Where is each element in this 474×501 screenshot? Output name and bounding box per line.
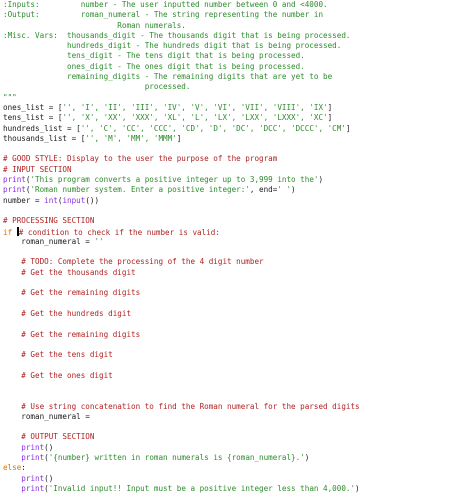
code-line[interactable] [3, 257, 473, 267]
code-token-comment: # Get the ones digit [3, 370, 113, 380]
code-line[interactable] [3, 402, 473, 412]
code-token-default: ( [25, 175, 31, 185]
code-token-string: 'This program converts a positive integer up to 3,999 into the' [30, 175, 319, 185]
code-token-builtin: print [3, 185, 26, 195]
code-token-default: ] [327, 102, 333, 112]
code-token-default: ( [57, 195, 63, 205]
code-line[interactable] [3, 196, 473, 206]
code-line[interactable] [3, 41, 473, 51]
code-token-default [3, 453, 21, 462]
code-token-default [3, 474, 21, 483]
code-line[interactable] [3, 340, 473, 350]
code-token-comment: # TODO: Complete the processing of the 4 digit number [3, 257, 264, 267]
code-line[interactable] [3, 134, 473, 144]
code-line[interactable] [3, 124, 473, 134]
code-token-string: '', 'M', 'MM', 'MMM' [85, 133, 177, 143]
code-token-string: 'Invalid input!! Input must be a positive integer less than 4,000.' [48, 483, 356, 493]
code-token-builtin: int [44, 195, 58, 205]
code-line[interactable] [3, 474, 473, 484]
code-token-builtin: print [21, 442, 45, 452]
code-token-comment: # Get the tens digit [3, 350, 113, 360]
code-token-string: hundreds_digit - The hundreds digit that is being processed. [3, 41, 342, 51]
code-token-default [3, 443, 21, 452]
code-line[interactable] [3, 154, 473, 164]
code-token-default: ) [355, 483, 360, 493]
code-token-comment: # OUTPUT SECTION [3, 432, 95, 442]
code-token-comment: # INPUT SECTION [3, 164, 72, 174]
code-token-default: tens_list = [ [3, 113, 63, 123]
code-line[interactable] [3, 381, 473, 391]
code-line[interactable] [3, 227, 473, 237]
code-token-string: ' ' [277, 185, 292, 195]
code-token-builtin: print [21, 453, 45, 463]
code-token-default: ( [25, 185, 31, 195]
code-line[interactable] [3, 0, 473, 10]
code-line[interactable] [3, 299, 473, 309]
code-token-default: ( [44, 453, 49, 463]
code-token-string: '', 'C', 'CC', 'CCC', 'CD', 'D', 'DC', 'DCC', 'DCCC', 'CM' [80, 123, 346, 133]
code-line[interactable] [3, 330, 473, 340]
code-token-default: () [44, 442, 54, 452]
code-token-default: ) [291, 185, 296, 195]
code-token-default [3, 484, 21, 493]
code-token-string: '{number} written in roman numerals is {roman_numeral}.' [48, 453, 305, 463]
code-token-default: ) [304, 453, 310, 463]
code-token-comment: # condition to check if the number is valid: [18, 227, 220, 237]
code-token-string: """ [3, 92, 17, 102]
code-token-string: remaining_digits - The remaining digits that are yet to be [3, 72, 333, 82]
code-line[interactable] [3, 268, 473, 278]
code-line[interactable] [3, 422, 473, 432]
code-token-default: ones_list = [ [3, 102, 63, 112]
code-token-string: :Misc. Vars: thousands_digit - The thousands digit that is being processed. [3, 30, 351, 40]
code-token-string: ones_digit - The ones digit that is being processed. [3, 61, 305, 71]
code-line[interactable] [3, 10, 473, 20]
code-token-keyword: if [3, 227, 13, 237]
code-line[interactable] [3, 62, 473, 72]
code-line[interactable] [3, 319, 473, 329]
code-token-comment: # Use string concatenation to find the Roman numeral for the parsed digits [3, 401, 360, 411]
code-line[interactable] [3, 463, 473, 473]
code-token-default: hundreds_list = [ [3, 123, 81, 133]
code-line[interactable] [3, 206, 473, 216]
code-token-default: ()) [85, 195, 100, 205]
code-token-default: : [21, 463, 26, 473]
code-line[interactable] [3, 309, 473, 319]
code-line[interactable] [3, 82, 473, 92]
code-token-comment: # GOOD STYLE: Display to the user the purpose of the program [3, 154, 278, 164]
code-line[interactable] [3, 21, 473, 31]
code-line[interactable] [3, 93, 473, 103]
code-token-string: :Output: roman_numeral - The string representing the number in [3, 10, 324, 20]
code-token-default: , end= [249, 185, 278, 195]
code-token-string: Roman numerals. [3, 20, 186, 30]
code-line[interactable] [3, 278, 473, 288]
code-line[interactable] [3, 391, 473, 401]
code-line[interactable] [3, 31, 473, 41]
code-token-default: () [44, 473, 54, 483]
code-line[interactable] [3, 350, 473, 360]
code-token-comment: # Get the remaining digits [3, 329, 141, 339]
code-token-default: ] [345, 123, 351, 133]
code-token-comment: # PROCESSING SECTION [3, 216, 95, 226]
code-token-default: ] [327, 113, 333, 123]
code-token-default: roman_numeral = [3, 411, 90, 421]
code-line[interactable] [3, 113, 473, 123]
code-token-builtin: print [21, 483, 45, 493]
code-token-default: ] [176, 133, 182, 143]
code-line[interactable] [3, 51, 473, 61]
code-token-string: processed. [3, 82, 191, 92]
code-token-comment: # Get the remaining digits [3, 288, 141, 298]
code-token-builtin: input [62, 195, 86, 205]
code-line[interactable] [3, 288, 473, 298]
code-token-default: ) [318, 175, 324, 185]
code-token-comment: # Get the hundreds digit [3, 308, 132, 318]
code-token-builtin: print [3, 175, 26, 185]
code-line[interactable] [3, 165, 473, 175]
code-token-default: ( [44, 483, 49, 493]
code-token-string: :Inputs: number - The user inputted number between 0 and <4000. [3, 0, 328, 9]
code-token-builtin: print [21, 473, 45, 483]
code-token-string: '' [94, 236, 104, 246]
code-line[interactable] [3, 247, 473, 257]
code-line[interactable] [3, 72, 473, 82]
code-line[interactable] [3, 103, 473, 113]
code-token-string: '', 'I', 'II', 'III', 'IV', 'V', 'VI', 'VII', 'VIII', 'IX' [62, 102, 328, 112]
code-editor[interactable] [3, 0, 473, 501]
code-line[interactable] [3, 371, 473, 381]
code-line[interactable] [3, 453, 473, 463]
code-line[interactable] [3, 360, 473, 370]
code-token-default: number = [3, 195, 45, 205]
code-token-keyword: else [3, 463, 22, 473]
code-token-string: '', 'X', 'XX', 'XXX', 'XL', 'L', 'LX', 'LXX', 'LXXX', 'XC' [62, 113, 328, 123]
code-line[interactable] [3, 216, 473, 226]
code-token-default: roman_numeral = [3, 236, 95, 246]
code-line[interactable] [3, 175, 473, 185]
code-line[interactable] [3, 443, 473, 453]
code-line[interactable] [3, 412, 473, 422]
code-line[interactable] [3, 484, 473, 494]
code-token-string: 'Roman number system. Enter a positive integer:' [30, 185, 250, 195]
code-token-string: tens_digit - The tens digit that is being processed. [3, 51, 305, 61]
code-token-default: thousands_list = [ [3, 133, 86, 143]
code-line[interactable] [3, 185, 473, 195]
code-line[interactable] [3, 144, 473, 154]
code-line[interactable] [3, 432, 473, 442]
code-line[interactable] [3, 237, 473, 247]
code-token-comment: # Get the thousands digit [3, 267, 136, 277]
